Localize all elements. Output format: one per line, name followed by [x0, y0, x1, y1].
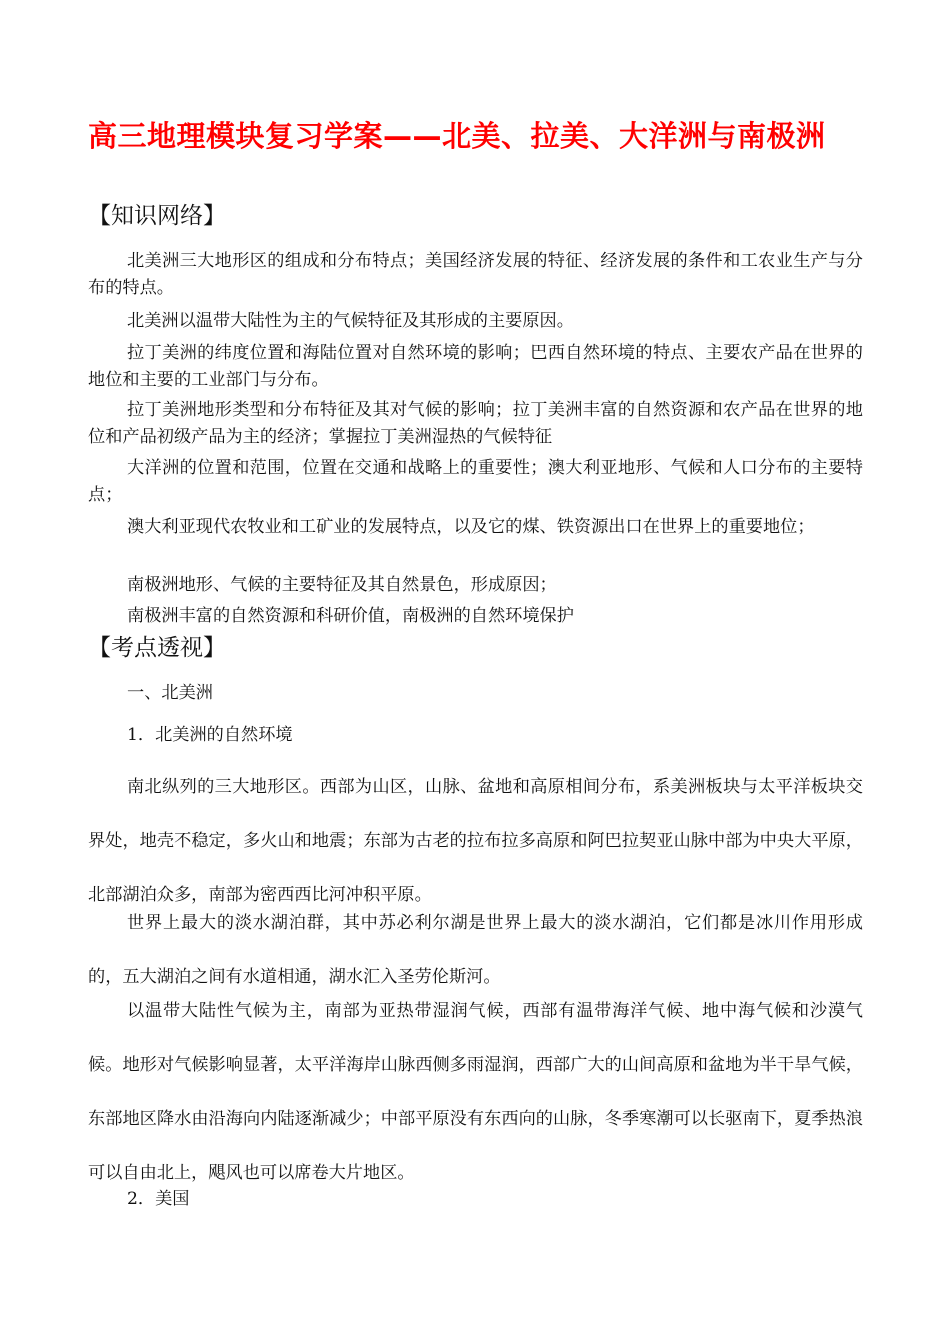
paragraph-lakes: 世界上最大的淡水湖泊群，其中苏必利尔湖是世界上最大的淡水湖泊，它们都是冰川作用形成的，五大湖泊之间有水道相通，湖水汇入圣劳伦斯河。 — [88, 913, 863, 987]
network-item: 拉丁美洲地形类型和分布特征及其对气候的影响；拉丁美洲丰富的自然资源和农产品在世界的地位和产品初级产品为主的经济；掌握拉丁美洲湿热的气候特征 — [88, 400, 863, 447]
network-item: 大洋洲的位置和范围，位置在交通和战略上的重要性；澳大利亚地形、气候和人口分布的主要特点； — [88, 458, 863, 505]
section-heading-knowledge-network: 【知识网络】 — [88, 203, 226, 229]
paragraph-climate: 以温带大陆性气候为主，南部为亚热带湿润气候，西部有温带海洋气候、地中海气候和沙漠气候。地形对气候影响显著，太平洋海岸山脉西侧多雨湿润，西部广大的山间高原和盆地为半干旱气候，东部地区降水由沿海向内陆逐渐减少；中部平原没有东西向的山脉，冬季寒潮可以长驱南下，夏季热浪可以自由北上，飓风也可以席卷大片地区。 — [88, 1001, 863, 1183]
paragraph-terrain: 南北纵列的三大地形区。西部为山区，山脉、盆地和高原相间分布，系美洲板块与太平洋板块交界处，地壳不稳定，多火山和地震；东部为古老的拉布拉多高原和阿巴拉契亚山脉中部为中央大平原，北部湖泊众多，南部为密西西比河冲积平原。 — [88, 777, 863, 905]
network-item: 南极洲地形、气候的主要特征及其自然景色，形成原因； — [127, 575, 557, 595]
network-item: 北美洲以温带大陆性为主的气候特征及其形成的主要原因。 — [127, 311, 574, 331]
subheading-usa: 2．美国 — [127, 1189, 190, 1209]
network-item: 澳大利亚现代农牧业和工矿业的发展特点，以及它的煤、铁资源出口在世界上的重要地位； — [127, 517, 815, 537]
subheading-natural-environment: 1．北美洲的自然环境 — [127, 725, 293, 745]
network-item: 拉丁美洲的纬度位置和海陆位置对自然环境的影响；巴西自然环境的特点、主要农产品在世界的地位和主要的工业部门与分布。 — [88, 343, 863, 390]
subheading-north-america: 一、北美洲 — [127, 683, 213, 703]
document-title: 高三地理模块复习学案——北美、拉美、大洋洲与南极洲 — [88, 119, 826, 153]
section-heading-exam-points: 【考点透视】 — [88, 635, 226, 661]
network-item: 北美洲三大地形区的组成和分布特点；美国经济发展的特征、经济发展的条件和工农业生产与分布的特点。 — [88, 251, 863, 298]
network-item: 南极洲丰富的自然资源和科研价值，南极洲的自然环境保护 — [127, 606, 574, 626]
